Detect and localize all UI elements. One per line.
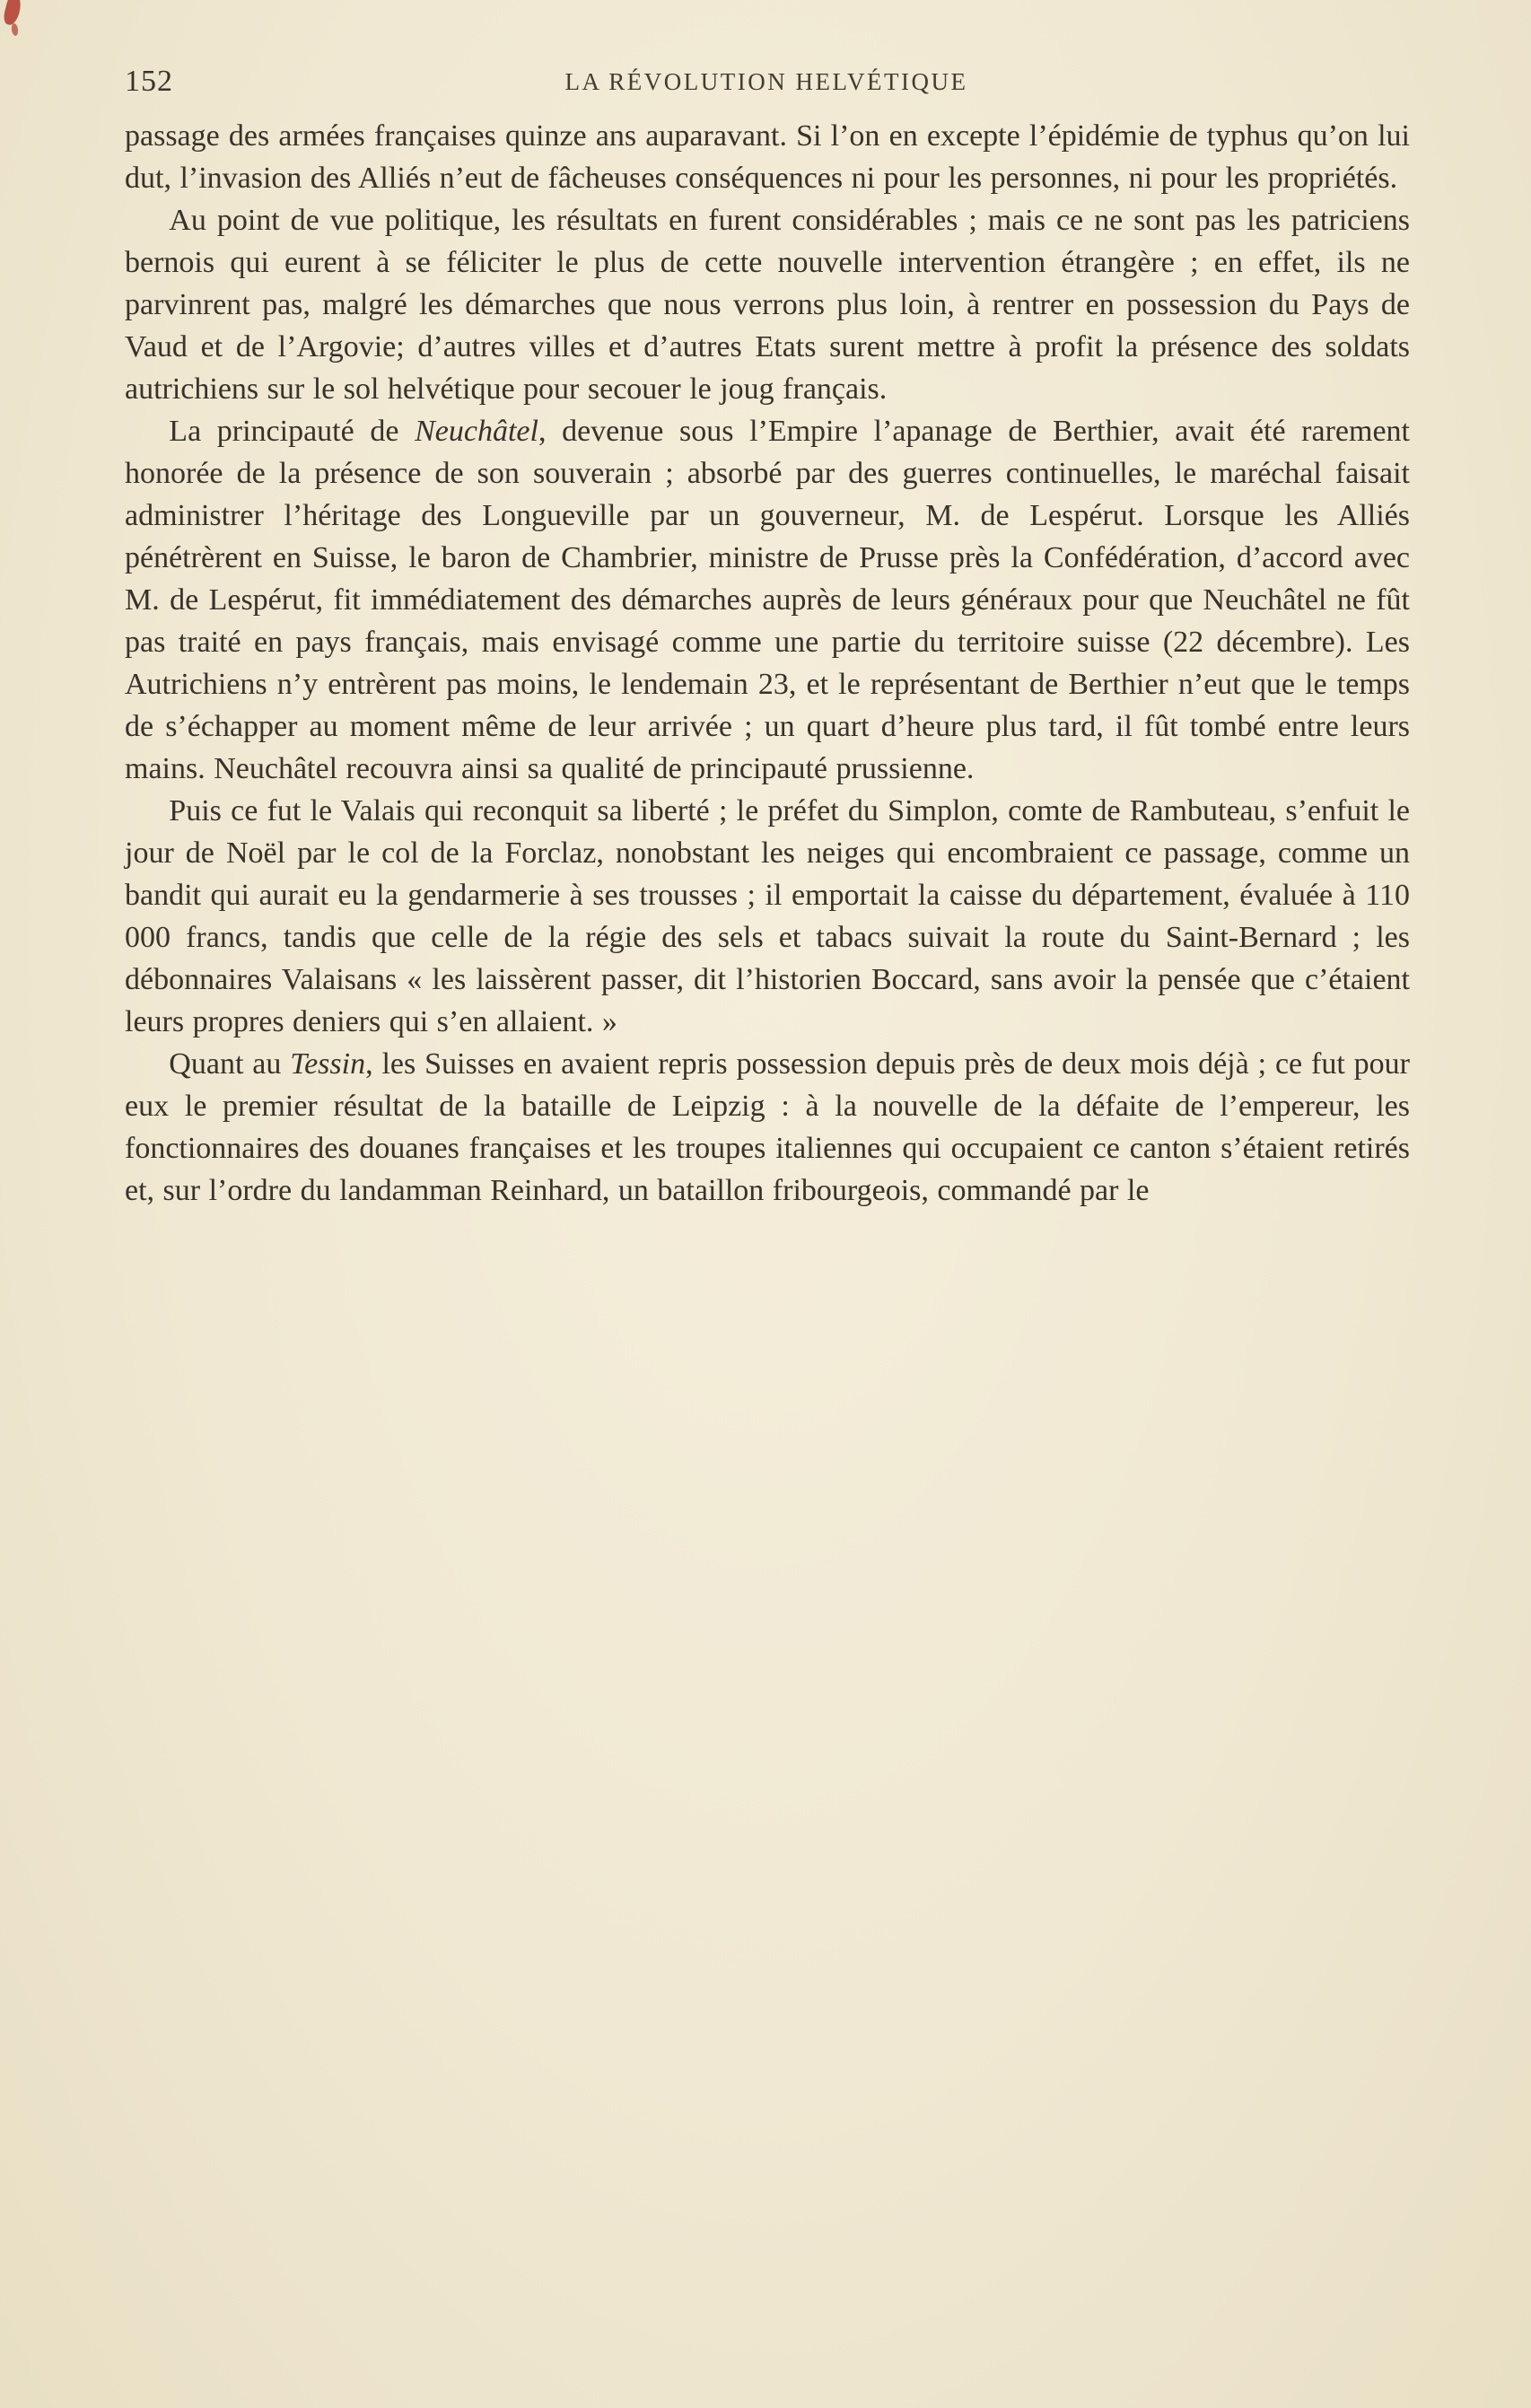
text-run: Puis ce fut le Valais qui reconquit sa liberté ; le préfet du Simplon, comte de Rambuteau, s’enfuit le jour de Noël par le col de la Forclaz, nonobstant les neiges qui encombraient ce passage, comme un bandit qui aurait eu la gendarmerie à ses trousses ; il emportait la caisse du département, évaluée à 110 000 francs, tandis que celle de la régie des sels et tabacs suivait la route du Saint-Bernard ; les débonnaires Valaisans « les laissèrent passer, dit l’historien Boccard, sans avoir la pensée que c’étaient leurs propres deniers qui s’en allaient. » (125, 794, 1410, 1038)
red-ink-mark (2, 0, 23, 26)
text-run: , les Suisses en avaient repris possession depuis près de deux mois déjà ; ce fut pour eux le premier résultat de la bataille de Leipzig : à la nouvelle de la défaite de l’empereur, les fonctionnaires des douanes françaises et les troupes italiennes qui occupaient ce canton s’étaient retirés et, sur l’ordre du landamman Reinhard, un bataillon fribourgeois, commandé par le (125, 1047, 1411, 1207)
page-header (125, 65, 1408, 104)
text-run: passage des armées françaises quinze ans auparavant. Si l’on en excepte l’épidémie de typhus qu’on lui dut, l’invasion des Alliés n’eut de fâcheuses conséquences ni pour les personnes, ni pour les propriétés. (125, 119, 1410, 195)
italic-text-run: Neuchâtel (415, 415, 538, 448)
paragraph (125, 410, 1410, 790)
paragraph (125, 115, 1410, 199)
page-number: 152 (125, 65, 173, 98)
text-run: , devenue sous l’Empire l’apanage de Berthier, avait été rarement honorée de la présence de son souverain ; absorbé par des guerres continuelles, le maréchal faisait administrer l’héritage des Longueville par un gouverneur, M. de Lespérut. Lorsque les Alliés pénétrèrent en Suisse, le baron de Chambrier, ministre de Prusse près la Confédération, d’accord avec M. de Lespérut, fit immédiatement des démarches auprès de leurs généraux pour que Neuchâtel ne fût pas traité en pays français, mais envisagé comme une partie du territoire suisse (22 décembre). Les Autrichiens n’y entrèrent pas moins, le lendemain 23, et le représentant de Berthier n’eut que le temps de s’échapper au moment même de leur arrivée ; un quart d’heure plus tard, il fût tombé entre leurs mains. Neuchâtel recouvra ainsi sa qualité de principauté prussienne. (125, 415, 1410, 785)
text-run: Quant au (169, 1047, 291, 1081)
running-title: LA RÉVOLUTION HELVÉTIQUE (564, 68, 968, 95)
italic-text-run: Tessin (290, 1047, 366, 1081)
paragraph (125, 199, 1410, 410)
text-run: Au point de vue politique, les résultats en furent considérables ; mais ce ne sont pas les patriciens bernois qui eurent à se féliciter le plus de cette nouvelle intervention étrangère ; en effet, ils ne parvinrent pas, malgré les démarches que nous verrons plus loin, à rentrer en possession du Pays de Vaud et de l’Argovie; d’autres villes et d’autres Etats surent mettre à profit la présence des soldats autrichiens sur le sol helvétique pour secouer le joug français. (125, 204, 1410, 406)
paragraph (125, 790, 1410, 1043)
text-run: La principauté de (169, 415, 416, 448)
page-body (125, 115, 1410, 1212)
red-ink-mark-small (11, 23, 19, 37)
paragraph (125, 1043, 1410, 1212)
